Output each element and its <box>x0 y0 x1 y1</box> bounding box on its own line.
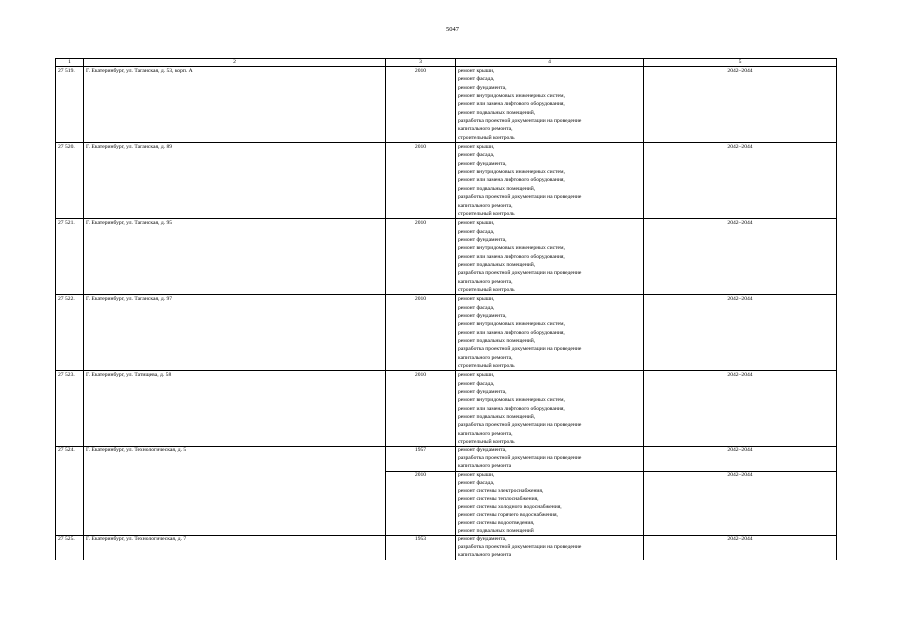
row-number: 27 522. <box>56 295 84 371</box>
repair-works-list <box>456 295 644 371</box>
table-row <box>56 295 837 371</box>
table-row <box>56 67 837 143</box>
building-address: Г. Екатеринбург, ул. Таганская, д. 89 <box>84 143 386 219</box>
row-number: 27 525. <box>56 536 84 560</box>
repair-period: 2042–2044 <box>644 371 837 447</box>
repair-work-item: строительный контроль <box>458 134 515 141</box>
repair-work-item: ремонт подвальных помещений, <box>458 185 536 192</box>
repair-works-list <box>456 472 644 536</box>
repair-period: 2042–2044 <box>644 67 837 143</box>
column-header-5: 5 <box>644 59 837 67</box>
row-number: 27 519. <box>56 67 84 143</box>
repair-work-item: ремонт системы теплоснабжения, <box>458 495 539 502</box>
repair-work-item: ремонт крыши, <box>458 472 495 479</box>
repair-work-item: ремонт внутридомовых инженерных систем, <box>458 93 565 100</box>
repair-period: 2042–2044 <box>644 219 837 295</box>
building-address: Г. Екатеринбург, ул. Таганская, д. 97 <box>84 295 386 371</box>
repair-work-item: ремонт фундамента, <box>458 389 507 396</box>
column-header-2: 2 <box>84 59 386 67</box>
repair-works-list <box>456 536 644 560</box>
building-address: Г. Екатеринбург, ул. Технологическая, д. 7 <box>84 536 386 560</box>
repair-work-item: строительный контроль <box>458 286 515 293</box>
repair-period: 2042–2044 <box>644 295 837 371</box>
year-built: 1957 <box>386 447 456 472</box>
repair-period: 2042–2044 <box>644 447 837 472</box>
repair-work-item: ремонт фундамента, <box>458 160 507 167</box>
repair-work-item: ремонт крыши, <box>458 372 495 379</box>
table-row <box>56 447 837 472</box>
repair-period: 2042–2044 <box>644 143 837 219</box>
year-built: 2010 <box>386 143 456 219</box>
repair-work-item: ремонт внутридомовых инженерных систем, <box>458 169 565 176</box>
repair-work-item: ремонт или замена лифтового оборудования, <box>458 177 565 184</box>
table-row <box>56 371 837 447</box>
repair-work-item: ремонт подвальных помещений, <box>458 261 536 268</box>
column-header-3: 3 <box>386 59 456 67</box>
repair-work-item: строительный контроль <box>458 210 515 217</box>
repair-work-item: капитального ремонта, <box>458 126 513 133</box>
repair-work-item: ремонт крыши, <box>458 296 495 303</box>
repair-work-item: капитального ремонта, <box>458 430 513 437</box>
column-header-4: 4 <box>456 59 644 67</box>
repair-works-list <box>456 219 644 295</box>
repair-work-item: ремонт системы водоотведения, <box>458 519 535 526</box>
building-address: Г. Екатеринбург, ул. Таганская, д. 95 <box>84 219 386 295</box>
repair-work-item: ремонт системы холодного водоснабжения, <box>458 503 562 510</box>
repair-work-item: капитального ремонта <box>458 463 512 470</box>
column-number-row <box>56 59 837 67</box>
repair-work-item: разработка проектной документации на проведение <box>458 455 582 462</box>
repair-period: 2042–2044 <box>644 472 837 536</box>
year-built: 2010 <box>386 67 456 143</box>
table-body <box>56 67 837 561</box>
row-number: 27 520. <box>56 143 84 219</box>
repair-work-item: ремонт фасада, <box>458 152 495 159</box>
year-built: 1953 <box>386 536 456 560</box>
repair-work-item: разработка проектной документации на проведение <box>458 346 582 353</box>
repair-work-item: ремонт фасада, <box>458 304 495 311</box>
repair-work-item: ремонт внутридомовых инженерных систем, <box>458 245 565 252</box>
repair-work-item: ремонт фасада, <box>458 228 495 235</box>
repair-work-item: ремонт фасада, <box>458 480 495 487</box>
table-header <box>56 59 837 67</box>
repair-work-item: ремонт или замена лифтового оборудования, <box>458 329 565 336</box>
row-number: 27 523. <box>56 371 84 447</box>
repair-work-item: строительный контроль <box>458 439 515 446</box>
repair-work-item: ремонт фасада, <box>458 76 495 83</box>
repair-work-item: ремонт или замена лифтового оборудования, <box>458 101 565 108</box>
year-built: 2010 <box>386 371 456 447</box>
row-number: 27 524. <box>56 447 84 536</box>
repair-work-item: ремонт подвальных помещений, <box>458 338 536 344</box>
repair-works-list <box>456 67 644 143</box>
repair-work-item: разработка проектной документации на проведение <box>458 118 582 125</box>
repair-work-item: ремонт фундамента, <box>458 236 507 243</box>
repair-work-item: ремонт подвальных помещений, <box>458 414 536 421</box>
column-header-1: 1 <box>56 59 84 67</box>
repair-works-list <box>456 371 644 447</box>
repair-work-item: ремонт системы горячего водоснабжения, <box>458 511 558 518</box>
row-number: 27 521. <box>56 219 84 295</box>
repair-work-item: ремонт фундамента, <box>458 84 507 91</box>
repair-work-item: ремонт внутридомовых инженерных систем, <box>458 397 565 404</box>
repair-work-item: ремонт или замена лифтового оборудования, <box>458 253 565 260</box>
repair-period: 2042–2044 <box>644 536 837 560</box>
repair-work-item: строительный контроль <box>458 363 515 370</box>
table-row <box>56 219 837 295</box>
repair-work-item: разработка проектной документации на проведение <box>458 422 582 429</box>
year-built: 2010 <box>386 472 456 536</box>
repair-work-item: разработка проектной документации на проведение <box>458 194 582 201</box>
year-built: 2010 <box>386 295 456 371</box>
repair-work-item: капитального ремонта, <box>458 278 513 285</box>
repair-work-item: разработка проектной документации на проведение <box>458 544 582 551</box>
page-number: 5047 <box>446 26 459 33</box>
table-row <box>56 536 837 560</box>
repair-work-item: ремонт фундамента, <box>458 536 507 543</box>
year-built: 2010 <box>386 219 456 295</box>
repair-work-item: ремонт крыши, <box>458 144 495 151</box>
repair-work-item: разработка проектной документации на проведение <box>458 270 582 277</box>
repair-work-item: ремонт или замена лифтового оборудования, <box>458 405 565 412</box>
repair-work-item: ремонт фасада, <box>458 380 495 387</box>
repair-work-item: ремонт крыши, <box>458 68 495 74</box>
building-address: Г. Екатеринбург, ул. Таганская, д. 53, корп. А <box>84 67 386 143</box>
repair-work-item: ремонт подвальных помещений, <box>458 109 536 116</box>
repair-works-list <box>456 447 644 472</box>
repair-work-item: капитального ремонта, <box>458 202 513 209</box>
repair-work-item: ремонт подвальных помещений <box>458 527 534 534</box>
repair-work-item: ремонт внутридомовых инженерных систем, <box>458 321 565 328</box>
repair-work-item: капитального ремонта, <box>458 354 513 361</box>
repair-works-list <box>456 143 644 219</box>
repair-work-item: ремонт фундамента, <box>458 447 507 454</box>
repair-work-item: ремонт фундамента, <box>458 312 507 319</box>
repair-work-item: ремонт крыши, <box>458 220 495 227</box>
table-row <box>56 143 837 219</box>
repair-work-item: капитального ремонта <box>458 552 512 559</box>
capital-repair-register-table <box>55 58 837 560</box>
building-address: Г. Екатеринбург, ул. Технологическая, д. 5 <box>84 447 386 536</box>
building-address: Г. Екатеринбург, ул. Татищева, д. 58 <box>84 371 386 447</box>
repair-work-item: ремонт системы электроснабжения, <box>458 488 544 494</box>
